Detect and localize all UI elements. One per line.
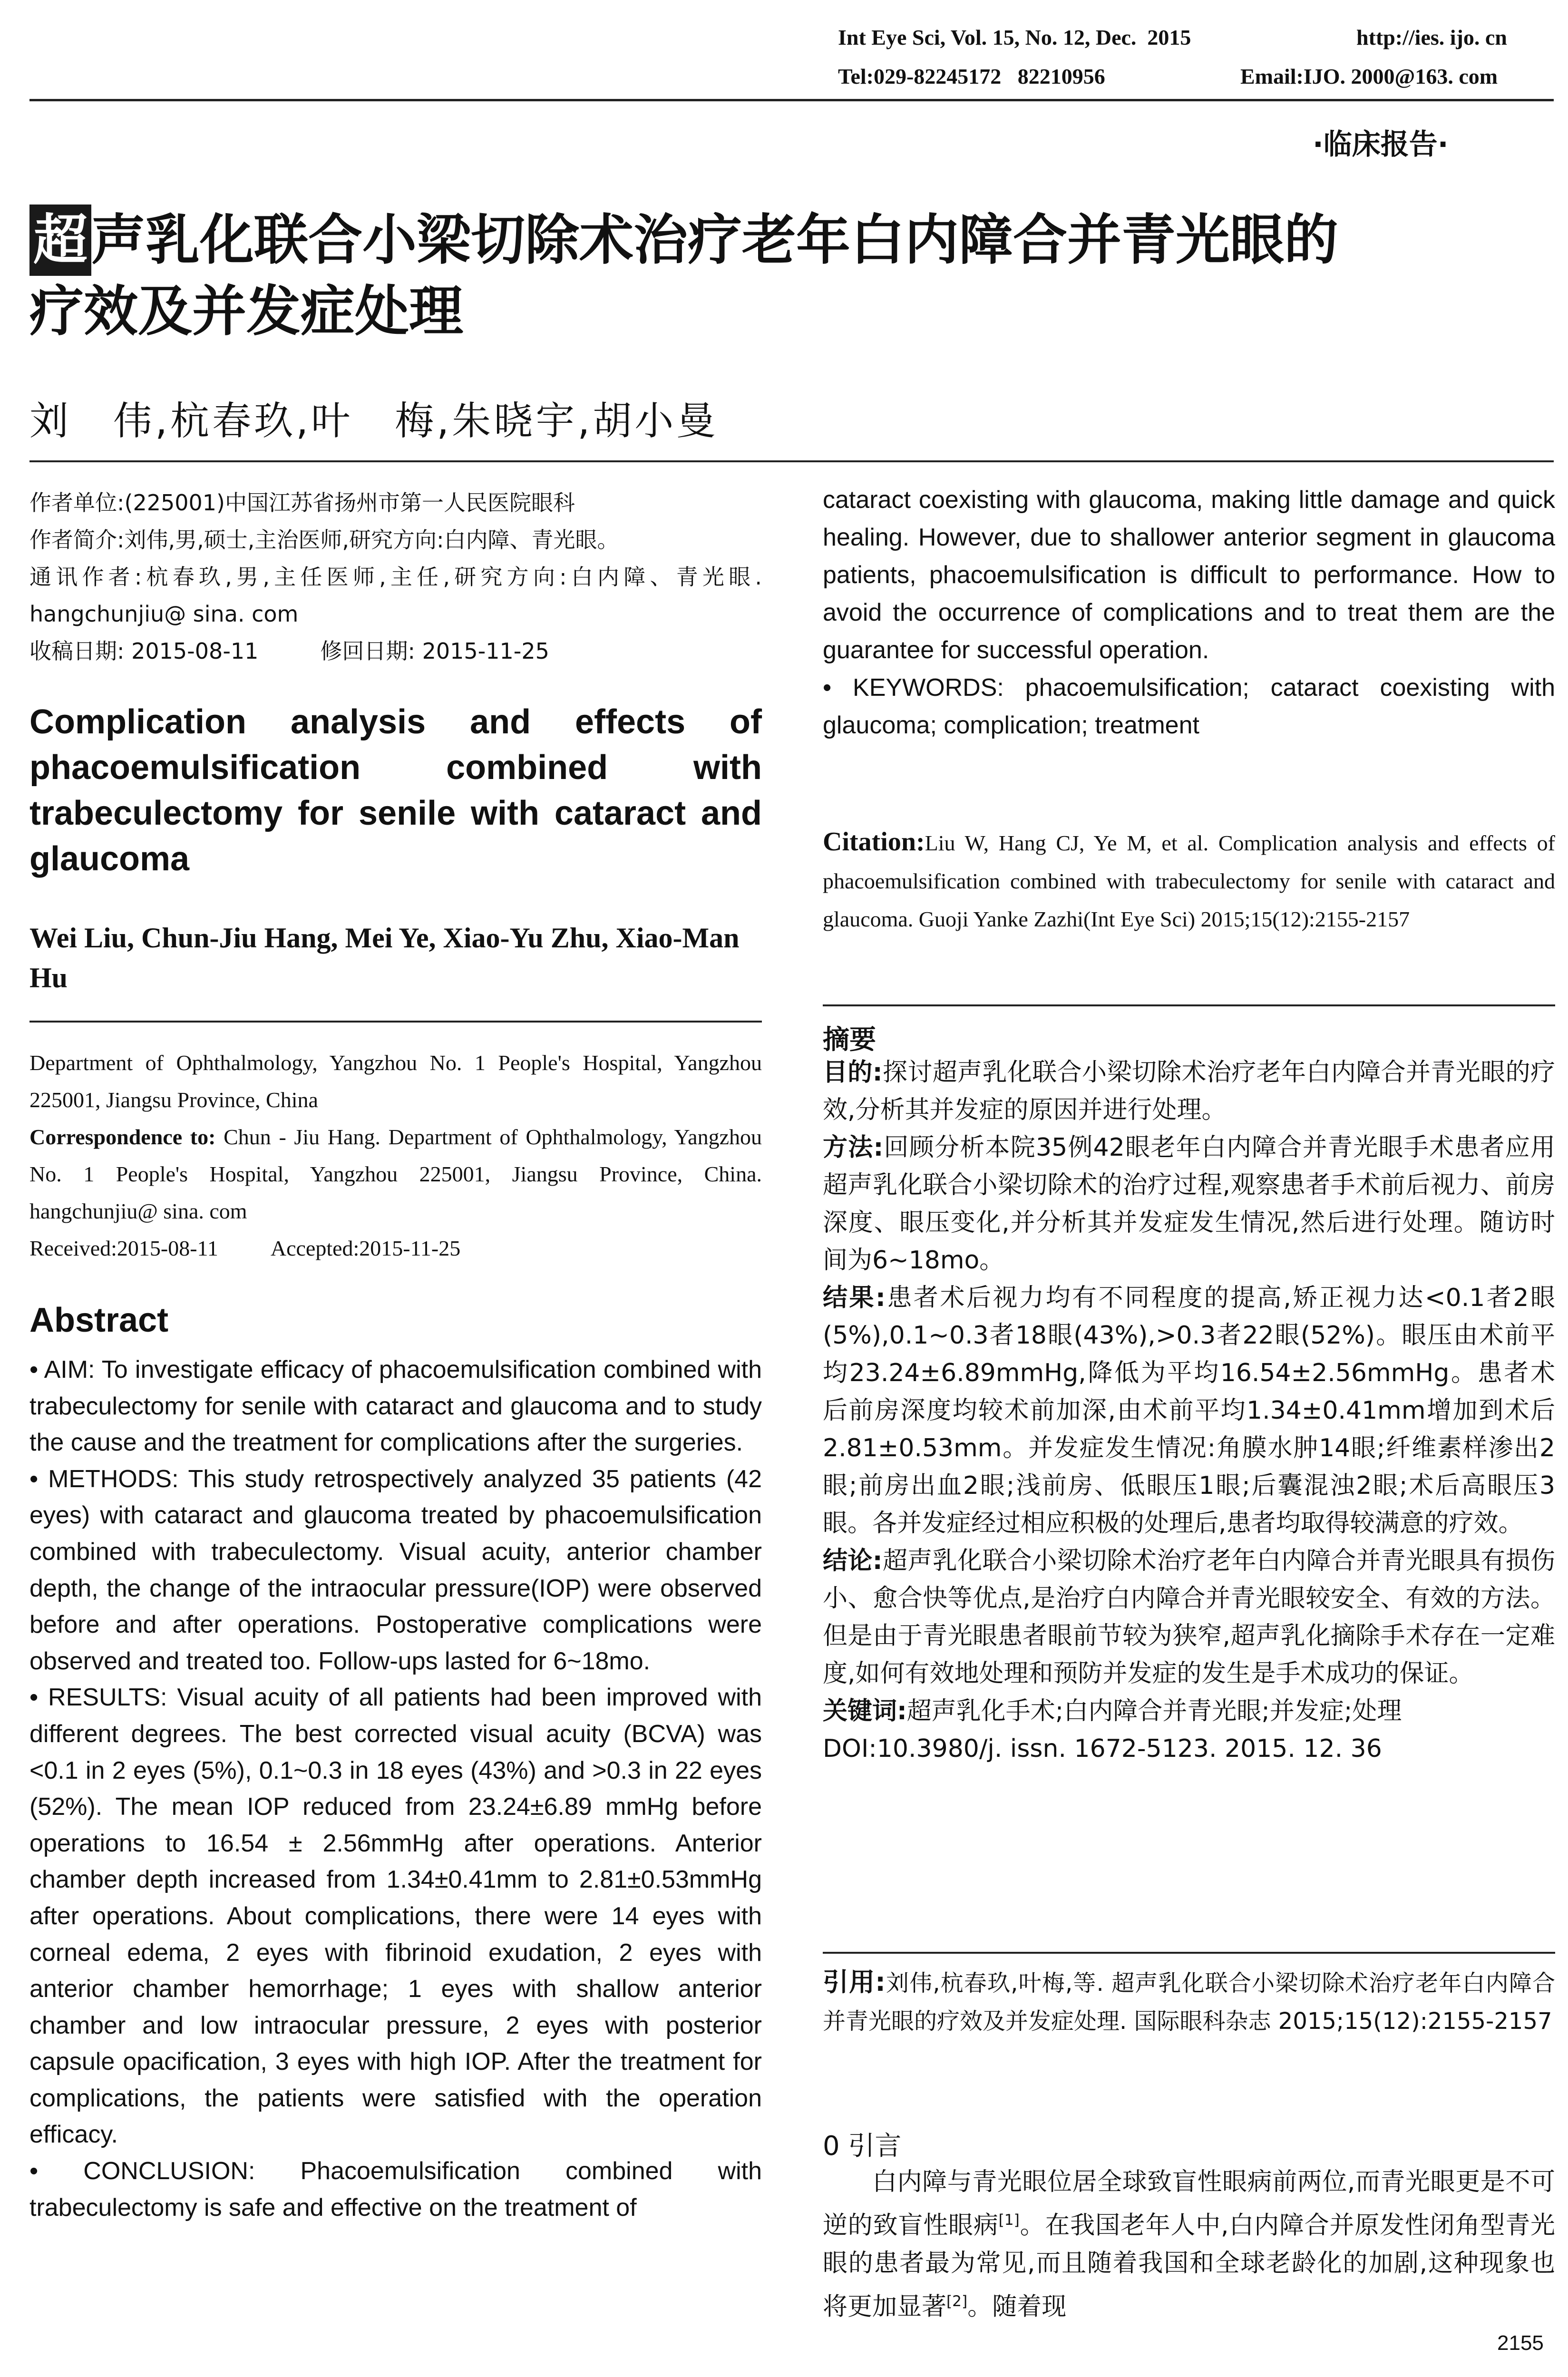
cn-abstract-heading: 摘要 — [823, 1024, 876, 1055]
reference-2: [2] — [946, 2293, 968, 2310]
column-tag: ·临床报告· — [1313, 128, 1449, 161]
dates-cn — [29, 633, 762, 670]
cn-citation-label: 引用: — [823, 1967, 886, 1997]
authors-cn: 刘 伟,杭春玖,叶 梅,朱晓宇,胡小曼 — [29, 399, 719, 444]
cn-keywords-text: 超声乳化手术;白内障合并青光眼;并发症;处理 — [906, 1697, 1402, 1725]
english-authors: Wei Liu, Chun-Jiu Hang, Mei Ye, Xiao-Yu Zhu, Xiao-Man Hu — [29, 922, 740, 994]
citation-text: Liu W, Hang CJ, Ye M, et al. Complication analysis and effects of phacoemulsification combined with trabeculectomy for senile with cataract and glaucoma. Guoji Yanke Zazhi(Int Eye Sci) 2015;15(12):2155-2157 — [823, 831, 1555, 931]
citation-rule — [823, 1004, 1555, 1006]
authors-rule — [29, 460, 1554, 462]
title-line2: 疗效及并发症处理 — [29, 280, 464, 343]
correspondence-text: Chun - Jiu Hang. Department of Ophthalmology, Yangzhou No. 1 People's Hospital, Yangzhou 225001, Jiangsu Province, China. hangchunjiu@ sina. com — [29, 1125, 762, 1223]
citation-en — [823, 823, 1555, 938]
cn-citation — [823, 1963, 1555, 2040]
cn-conclusion-text: 超声乳化联合小梁切除术治疗老年白内障合并青光眼具有损伤小、愈合快等优点,是治疗白内障合并青光眼较安全、有效的方法。但是由于青光眼患者眼前节较为狭窄,超声乳化摘除手术存在一定难度,如何有效地处理和预防并发症的发生是手术成功的保证。 — [823, 1547, 1555, 1688]
affiliation-en: Department of Ophthalmology, Yangzhou No. 1 People's Hospital, Yangzhou 225001, Jiangsu Province, China — [29, 1051, 762, 1112]
english-affiliation-block — [29, 1044, 762, 1267]
journal-url: http://ies. ijo. cn — [1356, 25, 1507, 49]
correspondence-en — [29, 1119, 762, 1230]
cn-methods-label: 方法: — [823, 1133, 884, 1162]
doi-rule — [823, 1952, 1555, 1954]
cn-conclusion — [823, 1542, 1555, 1693]
cn-keywords — [823, 1693, 1555, 1730]
intro-text — [823, 2163, 1555, 2326]
intro-heading: 0 引言 — [823, 2131, 902, 2162]
journal-info: Int Eye Sci, Vol. 15, No. 12, Dec. 2015 — [838, 25, 1191, 49]
cn-aim-text: 探讨超声乳化联合小梁切除术治疗老年白内障合并青光眼的疗效,分析其并发症的原因并进行处理。 — [823, 1058, 1555, 1124]
cn-citation-text: 刘伟,杭春玖,叶梅,等. 超声乳化联合小梁切除术治疗老年白内障合并青光眼的疗效及并发症处理. 国际眼科杂志 2015;15(12):2155-2157 — [823, 1970, 1555, 2035]
correspondence-label: Correspondence to: — [29, 1125, 216, 1149]
dates-en — [29, 1230, 762, 1267]
doi: DOI:10.3980/j. issn. 1672-5123. 2015. 12. 36 — [823, 1734, 1382, 1763]
abstract-keywords: • KEYWORDS: phacoemulsification; cataract coexisting with glaucoma; complication; treatment — [823, 674, 1555, 739]
intro-text-b: 。在我国老年人中,白内障合并原发性闭角型青光眼的患者最为常见,而且随着我国和全球老龄化的加剧,这种现象也将更加显著 — [823, 2211, 1555, 2321]
english-title: Complication analysis and effects of phacoemulsification combined with trabeculectomy for senile with cataract and glaucoma — [29, 703, 762, 878]
received-date-cn: 收稿日期: 2015-08-11 — [29, 638, 259, 664]
page-number: 2155 — [1497, 2331, 1544, 2355]
title-line1: 声乳化联合小梁切除术治疗老年白内障合并青光眼的 — [91, 208, 1339, 272]
abstract-aim: • AIM: To investigate efficacy of phacoemulsification combined with trabeculectomy for senile with cataract and glaucoma and to study the cause and the treatment for complications after the surgeries. — [29, 1356, 762, 1457]
abstract-results: • RESULTS: Visual acuity of all patients had been improved with different degrees. The best corrected visual acuity (BCVA) was <0.1 in 2 eyes (5%), 0.1~0.3 in 18 eyes (43%) and >0.3 in 22 eyes (52%). The mean IOP reduced from 23.24±6.89 mmHg before operations to 16.54 ± 2.56mmHg after operations. Anterior chamber depth increased from 1.34±0.41mm to 2.81±0.53mmHg after operations. About complications, there were 14 eyes with corneal edema, 2 eyes with fibrinoid exudation, 2 eyes with anterior chamber hemorrhage; 1 eyes with shallow anterior chamber and low intraocular pressure, 2 eyes with posterior capsule opacification, 3 eyes with high IOP. After the treatment for complications, the patients were satisfied with the operation efficacy. — [29, 1684, 762, 2149]
title-first-char: 超 — [29, 205, 91, 276]
cn-results-text: 患者术后视力均有不同程度的提高,矫正视力达<0.1者2眼(5%),0.1~0.3者18眼(43%),>0.3者22眼(52%)。眼压由术前平均23.24±6.89mmHg,降低为平均16.54±2.56mmHg。患者术后前房深度均较术前加深,由术前平均1.34±0.41mm增加到术后2.81±0.53mm。并发症发生情况:角膜水肿14眼;纤维素样渗出2眼;前房出血2眼;浅前房、低眼压1眼;后囊混浊2眼;术后高眼压3眼。各并发症经过相应积极的处理后,患者均取得较满意的疗效。 — [823, 1284, 1555, 1538]
affiliation-cn: 作者单位:(225001)中国江苏省扬州市第一人民医院眼科 — [29, 490, 575, 516]
cn-keywords-label: 关键词: — [823, 1697, 907, 1725]
abstract-heading: Abstract — [29, 1301, 169, 1339]
abstract-en-left — [29, 1352, 762, 2226]
citation-label: Citation: — [823, 827, 925, 857]
cn-aim-label: 目的: — [823, 1058, 883, 1087]
cn-aim — [823, 1054, 1555, 1129]
abstract-conclusion: • CONCLUSION: Phacoemulsification combined with trabeculectomy is safe and effective on the treatment of — [29, 2157, 762, 2221]
revised-date-cn: 修回日期: 2015-11-25 — [320, 638, 549, 664]
author-info-cn — [29, 484, 762, 670]
corresponding-author-cn: 通讯作者:杭春玖,男,主任医师,主任,研究方向:白内障、青光眼. hangchunjiu@ sina. com — [29, 564, 762, 627]
paper-title — [29, 205, 1561, 347]
en-authors-rule — [29, 1021, 762, 1023]
intro-text-c: 。随着现 — [967, 2292, 1067, 2321]
journal-email: Email:IJO. 2000@163. com — [1240, 64, 1498, 88]
received-date-en: Received:2015-08-11 — [29, 1236, 218, 1260]
cn-methods — [823, 1129, 1555, 1279]
cn-results-label: 结果: — [823, 1284, 886, 1312]
author-bio-cn: 作者简介:刘伟,男,硕士,主治医师,研究方向:白内障、青光眼。 — [29, 527, 619, 553]
journal-phone: Tel:029-82245172 82210956 — [838, 64, 1105, 88]
cn-conclusion-label: 结论: — [823, 1547, 883, 1575]
accepted-date-en: Accepted:2015-11-25 — [270, 1236, 461, 1260]
abstract-en-right — [823, 481, 1555, 744]
cn-methods-text: 回顾分析本院35例42眼老年白内障合并青光眼手术患者应用超声乳化联合小梁切除术的治疗过程,观察患者手术前后视力、前房深度、眼压变化,并分析其并发症发生情况,然后进行处理。随访时间为6~18mo。 — [823, 1133, 1556, 1275]
intro-text-a: 白内障与青光眼位居全球致盲性眼病前两位,而青光眼更是不可逆的致盲性眼病 — [823, 2168, 1555, 2240]
abstract-methods: • METHODS: This study retrospectively analyzed 35 patients (42 eyes) with cataract and glaucoma treated by phacoemulsification combined with trabeculectomy. Visual acuity, anterior chamber depth, the change of the intraocular pressure(IOP) were observed before and after operations. Postoperative complications were observed and treated too. Follow-ups lasted for 6~18mo. — [29, 1465, 762, 1675]
cn-results — [823, 1279, 1555, 1542]
header-rule — [29, 99, 1554, 101]
abstract-conclusion-continued: cataract coexisting with glaucoma, making little damage and quick healing. However, due to shallower anterior segment in glaucoma patients, phacoemulsification is difficult to performance. How to avoid the occurrence of complications and to treat them are the guarantee for successful operation. — [823, 486, 1555, 664]
cn-abstract-body — [823, 1054, 1555, 1768]
reference-1: [1] — [998, 2211, 1020, 2229]
